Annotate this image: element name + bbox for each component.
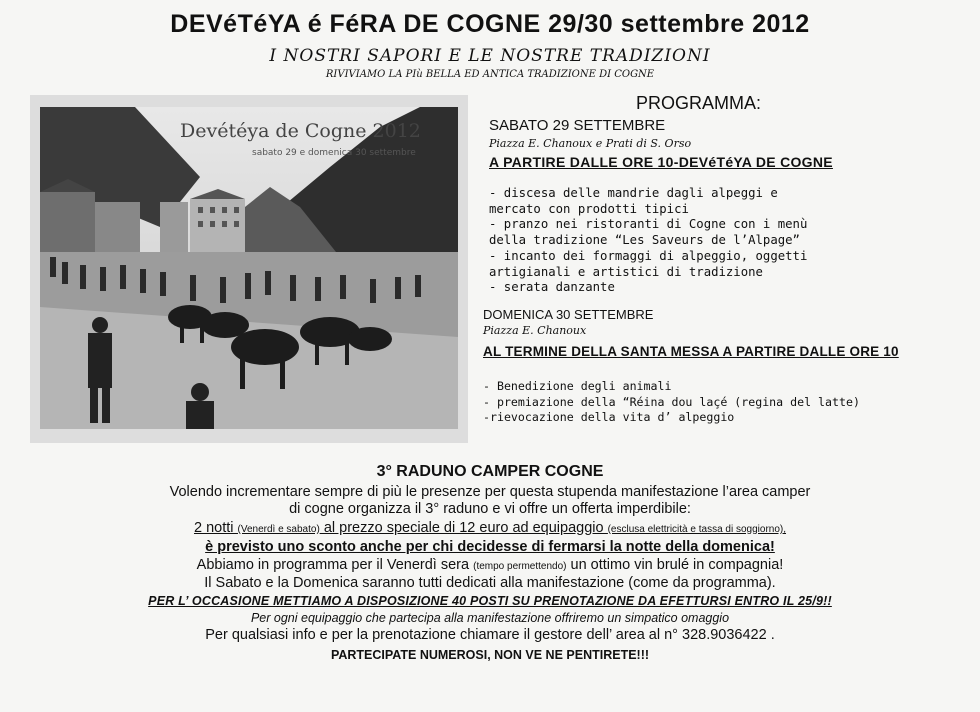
camper-vin-brule-line xyxy=(0,557,980,573)
event-photo xyxy=(30,95,468,443)
list-item: - incanto dei formaggi di alpeggio, oggetti xyxy=(489,248,808,263)
photo-caption-title: Devétéya de Cogne 2012 xyxy=(180,120,421,142)
camper-closing-line: PARTECIPATE NUMEROSI, NON VE NE PENTIRETE!!! xyxy=(330,648,650,662)
camper-discount-line: è previsto uno sconto anche per chi decidesse di fermarsi la notte della domenica! xyxy=(205,539,775,555)
price-note: (esclusa elettricità e tassa di soggiorno), xyxy=(607,524,787,535)
camper-weekend-line: Il Sabato e la Domenica saranno tutti dedicati alla manifestazione (come da programma). xyxy=(204,575,776,591)
vin-text: Abbiamo in programma per il Venerdì sera xyxy=(196,557,474,573)
list-item: - serata danzante xyxy=(489,280,615,295)
sunday-heading: DOMENICA 30 SETTEMBRE xyxy=(483,307,654,322)
list-item: - discesa delle mandrie dagli alpeggi e xyxy=(489,186,778,200)
price-text: al prezzo speciale di 12 euro ad equipaggio xyxy=(319,520,608,536)
programma-heading: PROGRAMMA: xyxy=(636,93,762,113)
flyer-tagline: RIVIVIAMO LA PIù BELLA ED ANTICA TRADIZIONE DI COGNE xyxy=(325,69,655,80)
camper-price-line xyxy=(0,520,980,536)
list-item: della tradizione “Les Saveurs de l’Alpage” xyxy=(489,233,800,248)
list-item: - pranzo nei ristoranti di Cogne con i menù xyxy=(489,217,808,232)
photo-caption-dates: sabato 29 e domenica 30 settembre xyxy=(252,148,416,158)
camper-offer-line: di cogne organizza il 3° raduno e vi offre un offerta imperdibile: xyxy=(289,501,691,517)
camper-intro-line: Volendo incrementare sempre di più le presenze per questa stupenda manifestazione l’area camper xyxy=(169,484,811,500)
saturday-heading: SABATO 29 SETTEMBRE xyxy=(489,117,666,134)
saturday-start: A PARTIRE DALLE ORE 10-DEVéTéYA DE COGNE xyxy=(489,154,833,170)
saturday-place: Piazza E. Chanoux e Prati di S. Orso xyxy=(489,137,692,150)
list-item: - Benedizione degli animali xyxy=(483,379,672,393)
price-text: 2 notti xyxy=(193,520,238,536)
camper-gift-line: Per ogni equipaggio che partecipa alla manifestazione offriremo un simpatico omaggio xyxy=(250,611,730,625)
village-parade-illustration xyxy=(40,107,458,429)
flyer-title: DEVéTéYA é FéRA DE COGNE 29/30 settembre 2012 xyxy=(170,10,810,38)
vin-note: (tempo permettendo) xyxy=(473,561,567,572)
saturday-activities xyxy=(489,186,807,296)
list-item: - premiazione della “Réina dou laçé (regina del latte) xyxy=(483,394,860,409)
sunday-place: Piazza E. Chanoux xyxy=(483,324,587,337)
list-item: artigianali e artistici di tradizione xyxy=(489,264,763,279)
price-note: (Venerdì e sabato) xyxy=(237,524,320,535)
camper-title: 3° RADUNO CAMPER COGNE xyxy=(376,463,604,480)
camper-contact-line: Per qualsiasi info e per la prenotazione chiamare il gestore dell’ area al n° 328.9036422 . xyxy=(205,627,775,643)
list-item: -rievocazione della vita d’ alpeggio xyxy=(483,410,735,425)
flyer-subtitle: I NOSTRI SAPORI E LE NOSTRE TRADIZIONI xyxy=(269,46,711,66)
sunday-start: AL TERMINE DELLA SANTA MESSA A PARTIRE DALLE ORE 10 xyxy=(483,344,899,359)
camper-reservation-line: PER L’ OCCASIONE METTIAMO A DISPOSIZIONE 40 POSTI SU PRENOTAZIONE DA EFETTURSI ENTRO IL 25/9!! xyxy=(148,594,832,608)
sunday-activities xyxy=(483,379,860,426)
vin-text: un ottimo vin brulé in compagnia! xyxy=(566,557,784,573)
list-item: mercato con prodotti tipici xyxy=(489,201,689,216)
